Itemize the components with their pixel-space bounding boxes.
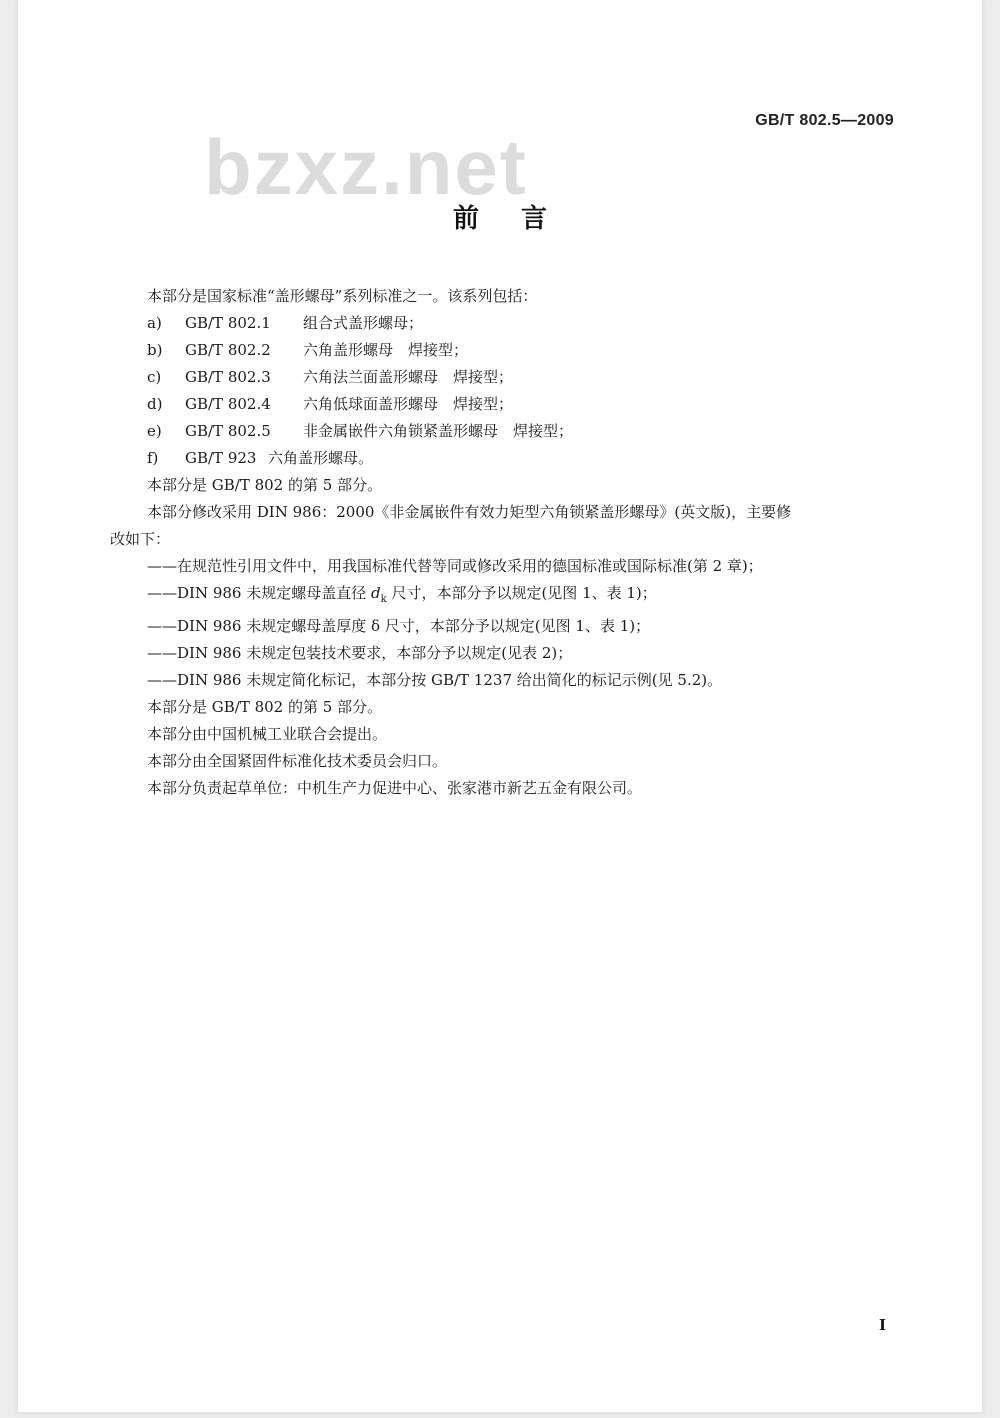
- list-marker: d): [147, 395, 163, 413]
- foreword-body: [110, 283, 900, 802]
- list-marker: f): [147, 449, 159, 467]
- part-of-paragraph: 本部分是 GB/T 802 的第 5 部分。: [147, 698, 383, 716]
- list-marker: e): [147, 422, 162, 440]
- change-text: 尺寸，本部分予以规定(见图 1、表 1)；: [386, 584, 657, 602]
- list-item: [110, 364, 900, 391]
- change-item: ——在规范性引用文件中，用我国标准代替等同或修改采用的德国标准或国际标准(第 2 章)；: [147, 557, 763, 575]
- list-item: [110, 337, 900, 364]
- list-code: GB/T 802.3: [185, 368, 271, 386]
- document-page: [18, 0, 982, 1412]
- list-name: 六角盖形螺母。: [268, 449, 374, 467]
- list-marker: c): [147, 368, 162, 386]
- list-name: 组合式盖形螺母；: [303, 314, 424, 332]
- drafters-paragraph: 本部分负责起草单位：中机生产力促进中心、张家港市新艺五金有限公司。: [147, 779, 643, 797]
- change-item: ——DIN 986 未规定螺母盖厚度 δ 尺寸，本部分予以规定(见图 1、表 1)；: [147, 617, 651, 635]
- list-item: [110, 310, 900, 337]
- adoption-paragraph-line2: 改如下：: [110, 530, 171, 548]
- adoption-paragraph-line1: 本部分修改采用 DIN 986：2000《非金属嵌件有效力矩型六角锁紧盖形螺母》(英文版)，主要修: [147, 503, 792, 521]
- centralized-by-paragraph: 本部分由全国紧固件标准化技术委员会归口。: [147, 752, 448, 770]
- list-code: GB/T 923: [185, 449, 257, 467]
- standard-code: GB/T 802.5—2009: [755, 112, 894, 129]
- list-code: GB/T 802.1: [185, 314, 271, 332]
- watermark: bzxz.net: [204, 123, 528, 211]
- change-item: ——DIN 986 未规定包装技术要求，本部分予以规定(见表 2)；: [147, 644, 573, 662]
- list-name: 六角低球面盖形螺母 焊接型；: [303, 395, 514, 413]
- change-text: ——DIN 986 未规定螺母盖直径: [147, 584, 372, 602]
- list-name: 非金属嵌件六角锁紧盖形螺母 焊接型；: [303, 422, 574, 440]
- list-marker: a): [147, 314, 162, 332]
- list-item: [110, 391, 900, 418]
- list-item: [110, 445, 900, 472]
- list-marker: b): [147, 341, 163, 359]
- list-name: 六角盖形螺母 焊接型；: [303, 341, 469, 359]
- math-variable: d: [371, 584, 381, 602]
- list-code: GB/T 802.5: [185, 422, 271, 440]
- list-item: [110, 418, 900, 445]
- list-code: GB/T 802.4: [185, 395, 271, 413]
- page-title: 前言: [452, 204, 589, 234]
- change-item: ——DIN 986 未规定简化标记，本部分按 GB/T 1237 给出简化的标记示例(见 5.2)。: [147, 671, 723, 689]
- intro-paragraph: 本部分是国家标准“盖形螺母”系列标准之一。该系列包括：: [147, 287, 538, 305]
- proposed-by-paragraph: 本部分由中国机械工业联合会提出。: [147, 725, 388, 743]
- page-number: I: [878, 1316, 886, 1334]
- change-item: [110, 580, 900, 613]
- list-code: GB/T 802.2: [185, 341, 271, 359]
- math-subscript: k: [380, 594, 387, 605]
- list-name: 六角法兰面盖形螺母 焊接型；: [303, 368, 514, 386]
- part-of-paragraph: 本部分是 GB/T 802 的第 5 部分。: [147, 476, 383, 494]
